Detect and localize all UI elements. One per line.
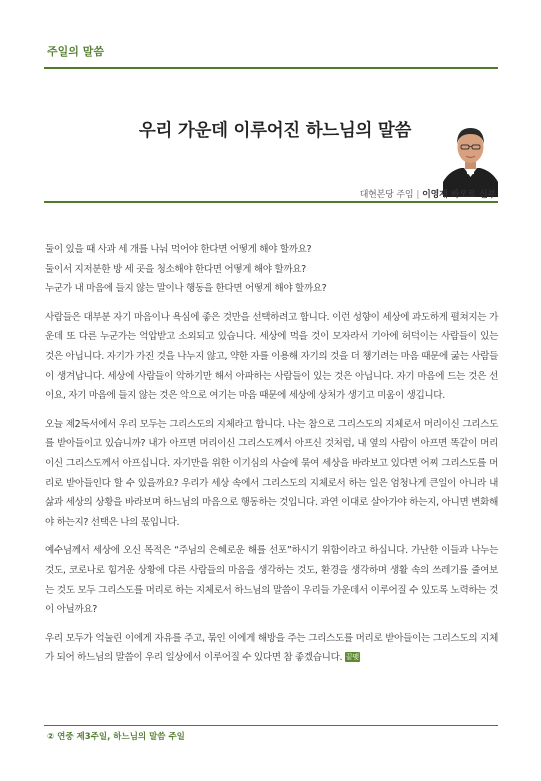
author-portrait xyxy=(443,120,498,197)
byline-separator: | xyxy=(416,190,420,200)
author-name: 이영재 바오로 신부 xyxy=(422,190,496,200)
bottom-divider xyxy=(44,725,498,726)
intro-question: 둘이서 지저분한 방 세 곳을 청소해야 한다면 어떻게 해야 할까요? xyxy=(45,263,306,275)
body-paragraph: 예수님께서 세상에 오신 목적은 “주님의 은혜로운 해를 선포”하시기 위함이라고 하십니다. 가난한 이들과 나누는 것도, 코로나로 힘겨운 상황에 다른 사람들의 마음을 생각하는 것도, 환경을 생각하며 생활 속의 쓰레기를 줄여보는 것도 모두 그리스도를 머리로 하는 지체로서 하느님의 말씀이 우리들 가운데서 이루어질 수 있도록 노력하는 것이 아닐까요? xyxy=(45,545,498,616)
end-mark: 끝맺 xyxy=(345,653,359,662)
section-label: 주일의 말씀 xyxy=(47,45,104,58)
article-body xyxy=(45,240,498,677)
body-paragraph: 오늘 제2독서에서 우리 모두는 그리스도의 지체라고 합니다. 나는 참으로 그리스도의 지체로서 머리이신 그리스도를 받아들이고 있습니까? 내가 아프면 머리이신 그리스도께서 아프신 것처럼, 내 옆의 사람이 아프면 똑같이 머리이신 그리스도께서 아프십니다. 자기만을 위한 이기심의 사슬에 묶여 세상을 바라보고 있다면 어찌 그리스도를 머리로 받아들인다 할 수 있을까요? 우리가 세상 속에서 그리스도의 지체로서 하는 일은 엄청나게 큰일이 아니라 내 삶과 세상의 상황을 바라보며 하느님의 마음으로 행동하는 것입니다. 과연 이대로 살아가야 하는지, 아니면 변화해야 하는지? 선택은 나의 몫입니다. xyxy=(45,418,498,528)
intro-question: 둘이 있을 때 사과 세 개를 나눠 먹어야 한다면 어떻게 해야 할까요? xyxy=(45,244,312,255)
intro-question: 누군가 내 마음에 들지 않는 말이나 행동을 한다면 어떻게 해야 할까요? xyxy=(45,283,327,295)
author-role: 대현본당 주임 xyxy=(359,190,414,200)
top-divider xyxy=(44,67,498,69)
page-footer: ② 연중 제3주일, 하느님의 말씀 주일 xyxy=(47,732,185,742)
closing-paragraph xyxy=(45,629,498,668)
title-divider xyxy=(44,201,498,203)
closing-text: 우리 모두가 억눌린 이에게 자유를 주고, 묶인 이에게 해방을 주는 그리스도를 머리로 받아들이는 그리스도의 지체가 되어 하느님의 말씀이 우리 일상에서 이루어질 수 있다면 참 좋겠습니다. xyxy=(45,632,498,664)
body-paragraph: 사람들은 대부분 자기 마음이나 욕심에 좋은 것만을 선택하려고 합니다. 이런 성향이 세상에 과도하게 펼쳐지는 가운데 또 다른 누군가는 억압받고 소외되고 있습니다. 세상에 먹을 것이 모자라서 기아에 허덕이는 사람들이 있는 것은 아닙니다. 자기가 가진 것을 나누지 않고, 약한 자를 이용해 자기의 것을 더 챙기려는 마음 때문에 굶는 사람들이 생겨납니다. 세상에 사람들이 악하기만 해서 아파하는 사람들이 있는 것은 아닙니다. 자기 마음에 드는 것은 선이요, 자기 마음에 들지 않는 것은 악으로 여기는 마음 때문에 세상에 상처가 생기고 미움이 생깁니다. xyxy=(45,311,498,402)
article-title: 우리 가운데 이루어진 하느님의 말씀 xyxy=(138,121,412,141)
author-byline xyxy=(360,187,496,200)
